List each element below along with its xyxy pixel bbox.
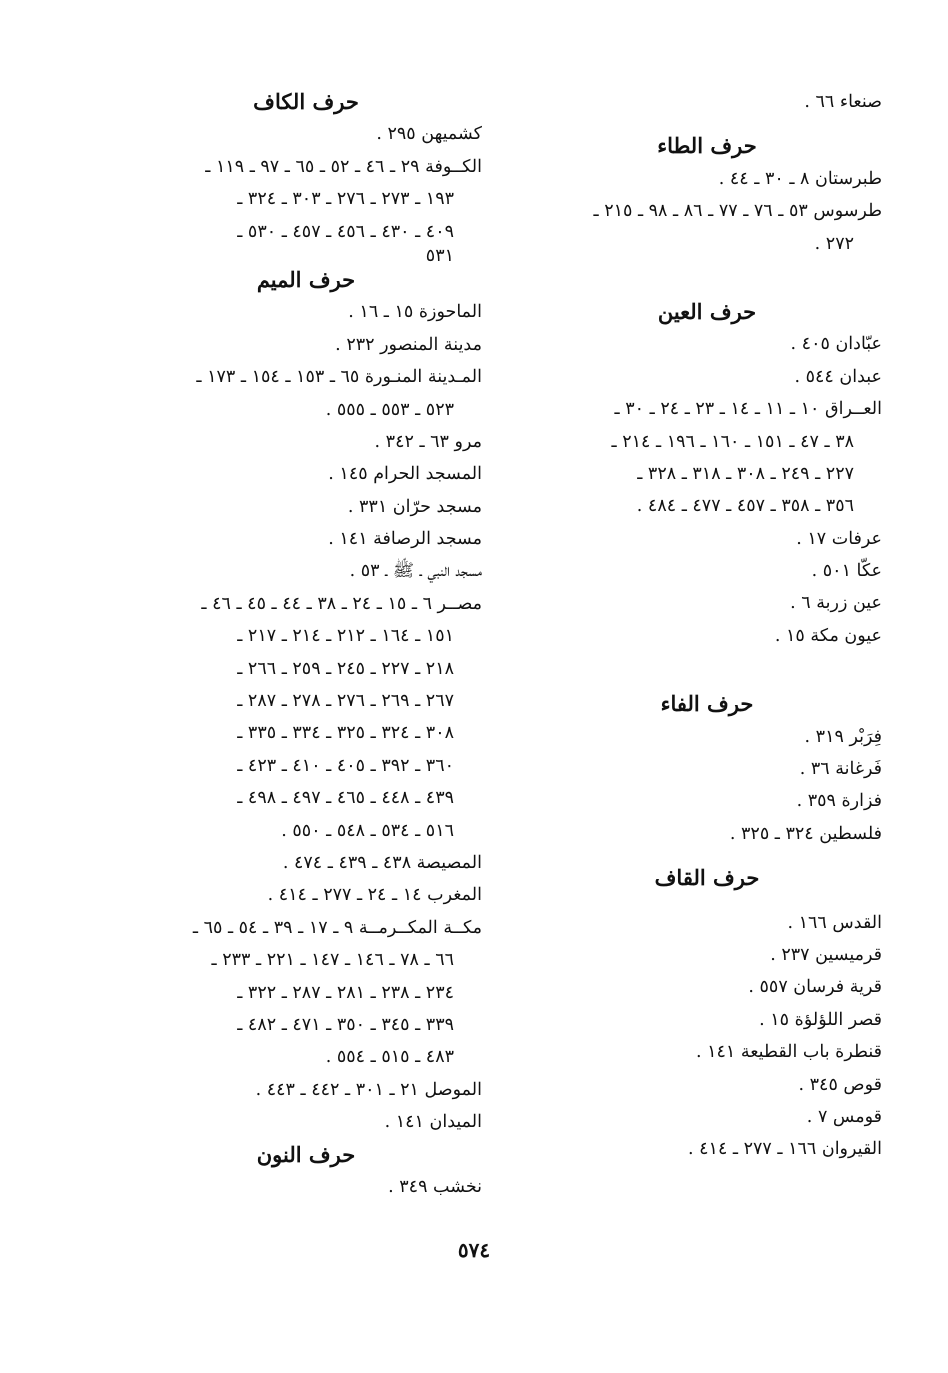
index-entry-continuation: ٥٣١ bbox=[425, 245, 454, 266]
index-entry: الماحوزة ١٥ ـ ١٦ . bbox=[348, 302, 482, 323]
index-entry: طبرستان ٨ ـ ٣٠ ـ ٤٤ . bbox=[718, 168, 882, 189]
index-entry: الميدان ١٤١ . bbox=[384, 1112, 482, 1133]
page-number: ٥٧٤ bbox=[457, 1238, 491, 1262]
index-entry: مصــر ٦ ـ ١٥ ـ ٢٤ ـ ٣٨ ـ ٤٤ ـ ٤٥ ـ ٤٦ ـ bbox=[201, 593, 482, 614]
index-entry: مسجد حرّان ٣٣١ . bbox=[347, 496, 482, 517]
index-entry: القيروان ١٦٦ ـ ٢٧٧ ـ ٤١٤ . bbox=[688, 1139, 882, 1160]
index-entry: مرو ٦٣ ـ ٣٤٢ . bbox=[374, 431, 482, 452]
right-column bbox=[532, 86, 882, 1166]
index-entry-continuation: ٣٦٠ ـ ٣٩٢ ـ ٤٠٥ ـ ٤١٠ ـ ٤٢٣ ـ bbox=[237, 755, 454, 776]
index-entry: قوص ٣٤٥ . bbox=[798, 1074, 882, 1095]
index-entry-continuation: ٢١٨ ـ ٢٢٧ ـ ٢٤٥ ـ ٢٥٩ ـ ٢٦٦ ـ bbox=[237, 658, 454, 679]
index-entry: المـدينة المنـورة ٦٥ ـ ١٥٣ ـ ١٥٤ ـ ١٧٣ ـ bbox=[196, 367, 482, 388]
index-entry: كشميهن ٢٩٥ . bbox=[376, 124, 482, 145]
index-entry: قرية فرسان ٥٥٧ . bbox=[748, 977, 882, 998]
index-entry: عين زربة ٦ . bbox=[790, 593, 882, 614]
index-entry: مسجد الرصافة ١٤١ . bbox=[328, 529, 482, 550]
index-entry-continuation: ٤٣٩ ـ ٤٤٨ ـ ٤٦٥ ـ ٤٩٧ ـ ٤٩٨ ـ bbox=[237, 788, 454, 809]
index-entry-continuation: ٥٢٣ ـ ٥٥٣ ـ ٥٥٥ . bbox=[325, 399, 454, 420]
index-entry-continuation: ٢٧٢ . bbox=[814, 233, 854, 254]
index-entry: قرميسين ٢٣٧ . bbox=[770, 944, 882, 965]
index-entry: قصر اللؤلؤة ١٥ . bbox=[759, 1009, 882, 1030]
index-entry-continuation: ٣٥٦ ـ ٣٥٨ ـ ٤٥٧ ـ ٤٧٧ ـ ٤٨٤ . bbox=[636, 496, 854, 517]
section-heading-fa: حرف الفاء bbox=[660, 691, 754, 717]
section-heading-tah: حرف الطاء bbox=[657, 133, 757, 159]
index-entry: الموصل ٢١ ـ ٣٠١ ـ ٤٤٢ ـ ٤٤٣ . bbox=[255, 1079, 482, 1100]
index-entry: القدس ١٦٦ . bbox=[787, 912, 882, 933]
section-heading-qaf: حرف القاف bbox=[654, 865, 760, 891]
index-entry: نخشب ٣٤٩ . bbox=[388, 1176, 482, 1197]
index-entry: طرسوس ٥٣ ـ ٧٦ ـ ٧٧ ـ ٨٦ ـ ٩٨ ـ ٢١٥ ـ bbox=[593, 201, 882, 222]
index-entry: مسجد النبي ـ ﷺ ـ ٥٣ . bbox=[349, 561, 482, 582]
index-entry: عكّا ٥٠١ . bbox=[811, 561, 882, 582]
section-heading-nun: حرف النون bbox=[256, 1141, 356, 1167]
section-heading-mim: حرف الميم bbox=[256, 266, 356, 292]
index-entry-continuation: ٣٣٩ ـ ٣٤٥ ـ ٣٥٠ ـ ٤٧١ ـ ٤٨٢ ـ bbox=[237, 1014, 454, 1035]
index-entry-continuation: ٢٣٤ ـ ٢٣٨ ـ ٢٨١ ـ ٢٨٧ ـ ٣٢٢ ـ bbox=[237, 982, 454, 1003]
index-entry-continuation: ٣٠٨ ـ ٣٢٤ ـ ٣٢٥ ـ ٣٣٤ ـ ٣٣٥ ـ bbox=[237, 723, 454, 744]
index-entry-continuation: ٤٠٩ ـ ٤٣٠ ـ ٤٥٦ ـ ٤٥٧ ـ ٥٣٠ ـ bbox=[237, 221, 454, 242]
index-entry-continuation: ٣٨ ـ ٤٧ ـ ١٥١ ـ ١٦٠ ـ ١٩٦ ـ ٢١٤ ـ bbox=[611, 431, 854, 452]
index-entry: قنطرة باب القطيعة ١٤١ . bbox=[695, 1042, 882, 1063]
index-entry-continuation: ٦٦ ـ ٧٨ ـ ١٤٦ ـ ١٤٧ ـ ٢٢١ ـ ٢٣٣ ـ bbox=[211, 950, 454, 971]
index-entry: فزارة ٣٥٩ . bbox=[796, 791, 882, 812]
index-entry: عيون مكة ١٥ . bbox=[774, 625, 882, 646]
index-entry: فَرغانة ٣٦ . bbox=[799, 759, 882, 780]
index-entry: العــراق ١٠ ـ ١١ ـ ١٤ ـ ٢٣ ـ ٢٤ ـ ٣٠ ـ bbox=[614, 399, 882, 420]
section-heading-kaf: حرف الكاف bbox=[253, 89, 359, 114]
index-entry: مكــة المكــرمــة ٩ ـ ١٧ ـ ٣٩ ـ ٥٤ ـ ٦٥ ـ bbox=[192, 917, 482, 938]
index-entry: عبدان ٥٤٤ . bbox=[794, 366, 882, 387]
index-entry-continuation: ١٩٣ ـ ٢٧٣ ـ ٢٧٦ ـ ٣٠٣ ـ ٣٢٤ ـ bbox=[237, 189, 454, 210]
index-entry-continuation: ١٥١ ـ ١٦٤ ـ ٢١٢ ـ ٢١٤ ـ ٢١٧ ـ bbox=[237, 626, 454, 647]
index-entry-continuation: ٢٢٧ ـ ٢٤٩ ـ ٣٠٨ ـ ٣١٨ ـ ٣٢٨ ـ bbox=[637, 463, 854, 484]
index-entry: المصيصة ٤٣٨ ـ ٤٣٩ ـ ٤٧٤ . bbox=[282, 852, 482, 873]
left-column bbox=[130, 86, 482, 1203]
index-entry: عبّادان ٤٠٥ . bbox=[790, 334, 882, 355]
index-entry: مدينة المنصور ٢٣٢ . bbox=[335, 334, 482, 355]
section-heading-ayn: حرف العين bbox=[657, 298, 757, 324]
index-entry: قومس ٧ . bbox=[806, 1106, 882, 1127]
index-entry: فلسطين ٣٢٤ ـ ٣٢٥ . bbox=[729, 823, 882, 844]
index-entry: المسجد الحرام ١٤٥ . bbox=[328, 464, 482, 485]
index-entry: الكــوفة ٢٩ ـ ٤٦ ـ ٥٢ ـ ٦٥ ـ ٩٧ ـ ١١٩ ـ bbox=[205, 156, 482, 177]
index-entry: صنعاء ٦٦ . bbox=[804, 92, 882, 112]
index-entry-continuation: ٥١٦ ـ ٥٣٤ ـ ٥٤٨ ـ ٥٥٠ . bbox=[281, 820, 454, 841]
index-entry: المغرب ١٤ ـ ٢٤ ـ ٢٧٧ ـ ٤١٤ . bbox=[267, 885, 482, 906]
index-entry-continuation: ٤٨٣ ـ ٥١٥ ـ ٥٥٤ . bbox=[325, 1047, 454, 1068]
index-entry: عرفات ١٧ . bbox=[796, 528, 882, 549]
index-entry-continuation: ٢٦٧ ـ ٢٦٩ ـ ٢٧٦ ـ ٢٧٨ ـ ٢٨٧ ـ bbox=[237, 691, 454, 712]
index-entry: فِرَبْر ٣١٩ . bbox=[804, 726, 882, 747]
